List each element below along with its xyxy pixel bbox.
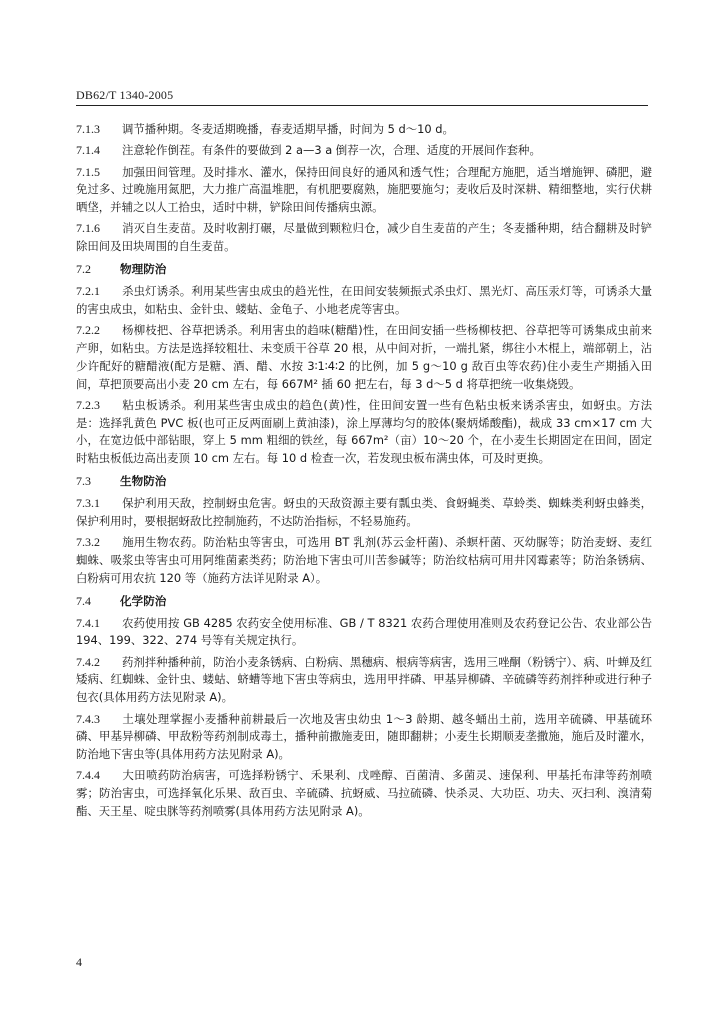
section-heading-text: 物理防治: [120, 262, 167, 277]
clause-number: 7.4.1: [76, 615, 100, 630]
clause-text: 消灭自生麦苗。及时收割打碾，尽量做到颗粒归仓，减少自生麦苗的产生；冬麦播种期，结合翻耕及时铲除田间及田块周围的自生麦苗。: [76, 221, 652, 254]
clause-number: 7.2: [76, 262, 91, 277]
clause-text: 调节播种期。冬麦适期晚播，春麦适期早播，时间为 5 d～10 d。: [122, 122, 454, 136]
clause-paragraph: [76, 397, 652, 468]
clause-number: 7.3: [76, 474, 91, 489]
document-body: [76, 121, 652, 824]
clause-number: 7.1.4: [76, 143, 100, 158]
clause-number: 7.1.6: [76, 221, 100, 236]
clause-text: 施用生物农药。防治粘虫等害虫，可选用 BT 乳剂(苏云金杆菌)、杀螟杆菌、灭幼脲等；防治麦蚜、麦红蜘蛛、吸浆虫等害虫可用阿维菌素类药；防治地下害虫可川苦参碱等；防治纹枯病可用井冈霉素等；防治条锈病、白粉病可用农抗 120 等（施药方法详见附录 A）。: [76, 535, 652, 585]
section-heading-text: 生物防治: [120, 474, 167, 489]
page-number: 4: [76, 955, 82, 969]
clause-paragraph: [76, 164, 652, 217]
clause-text: 土壤处理掌握小麦播种前耕最后一次地及害虫幼虫 1～3 龄期、越冬蛹出土前，选用辛硫磷、甲基硫环磷、甲基异柳磷、甲敌粉等药剂制成毒土，播种前撒施麦田，随即翻耕；小麦生长期顺麦垄撒施，施后及时灌水，防治地下害虫等(具体用药方法见附录 A)。: [76, 711, 652, 762]
clause-paragraph: [76, 220, 652, 256]
section-heading: [76, 472, 652, 490]
clause-paragraph: [76, 654, 652, 707]
clause-number: 7.2.1: [76, 284, 100, 299]
clause-number: 7.3.2: [76, 535, 100, 550]
clause-paragraph: [76, 495, 652, 531]
header-divider: [76, 105, 648, 106]
clause-paragraph: [76, 121, 652, 139]
clause-paragraph: [76, 142, 652, 160]
clause-text: 药剂拌种播种前，防治小麦条锈病、白粉病、黑穗病、根病等病害，选用三唑酮（粉锈宁）、病、叶蝉及红矮病、红蜘蛛、金针虫、蝼蛄、蛴螬等地下害虫等病虫，选用甲拌磷、甲基异柳磷、辛硫磷等药剂拌种或进行种子包衣(具体用药方法见附录 A)。: [76, 654, 652, 705]
clause-number: 7.3.1: [76, 496, 100, 511]
clause-number: 7.4.3: [76, 711, 100, 726]
clause-text: 粘虫板诱杀。利用某些害虫成虫的趋色(黄)性，住田间安置一些有色粘虫板来诱杀害虫，如蚜虫。方法是：选择乳黄色 PVC 板(也可正反两面刷上黄油漆)，涂上厚薄均匀的胶体(聚炳烯酸酯)，裁成 33 cm×17 cm 大小，在宽边低中部钻眼，穿上 5 mm 粗细的铁丝，每 667m²（亩）10～20 个，在小麦生长期固定在田间，固定时粘虫板低边高出麦顶 10 cm 左右。每 10 d 检查一次，若发现虫板布满虫体，可及时更换。: [76, 397, 652, 466]
clause-text: 注意轮作倒茬。有条件的要做到 2 a—3 a 倒荐一次，合理、适度的开展间作套种。: [122, 143, 541, 158]
clause-text: 杀虫灯诱杀。利用某些害虫成虫的趋光性，在田间安装频振式杀虫灯、黑光灯、高压汞灯等，可诱杀大量的害虫成虫，如粘虫、金针虫、蝼蛄、金龟子、小地老虎等害虫。: [76, 284, 652, 316]
clause-number: 7.4: [76, 593, 91, 608]
clause-number: 7.4.2: [76, 654, 100, 669]
section-heading-text: 化学防治: [120, 593, 167, 608]
clause-number: 7.1.5: [76, 164, 100, 179]
clause-text: 加强田间管理。及时排水、灌水，保持田间良好的通风和透气性；合理配方施肥，适当增施钾、磷肥，避免过多、过晚施用氮肥，大力推广高温堆肥，有机肥要腐熟，施肥要施匀；麦收后及时深耕、精细整地，实行伏耕晒垡，并辅之以人工拾虫，适时中耕，铲除田间传播病虫源。: [76, 164, 652, 215]
clause-text: 杨柳枝把、谷草把诱杀。利用害虫的趋味(糖醋)性，在田间安插一些杨柳枝把、谷草把等可诱集成虫前来产卵，如粘虫。方法是选择较粗壮、未变质干谷草 20 根，从中间对折，一端扎紧，绑往小木棍上，端部朝上，沾少许配好的糖醋液(配方是糖、酒、醋、水按 3∶1∶4∶2 的比例，加 5 g～10 g 敌百虫等农药)住小麦生产期插入田间，草把顶要高出小麦 20 cm 左右，每 667M² 插 60 把左右，每 3 d～5 d 将草把统一收集烧毁。: [76, 323, 652, 391]
document-code: DB62/T 1340-2005: [76, 88, 174, 102]
clause-paragraph: [76, 322, 652, 393]
clause-number: 7.2.3: [76, 397, 100, 412]
section-heading: [76, 260, 652, 278]
clause-text: 大田喷药防治病害，可选择粉锈宁、禾果利、戊唑醇、百菌清、多菌灵、速保利、甲基托布津等药剂喷雾；防治害虫，可选择氧化乐果、敌百虫、辛硫磷、抗蚜威、马拉硫磷、快杀灵、大功臣、功夫、灭扫利、溴清菊酯、天王星、啶虫脒等药剂喷雾(具体用药方法见附录 A)。: [76, 768, 652, 818]
section-heading: [76, 592, 652, 610]
clause-number: 7.2.2: [76, 323, 100, 338]
clause-text: 保护利用天敌，控制蚜虫危害。蚜虫的天敌资源主要有瓢虫类、食蚜蝇类、草蛉类、蜘蛛类利蚜虫蜂类，保护利用时，要根据蚜敌比控制施药，不达防治指标，不轻易施药。: [76, 496, 652, 528]
clause-paragraph: [76, 615, 652, 651]
clause-paragraph: [76, 283, 652, 319]
clause-paragraph: [76, 711, 652, 764]
clause-paragraph: [76, 767, 652, 820]
clause-number: 7.4.4: [76, 768, 100, 783]
clause-text: 农药使用按 GB 4285 农药安全使用标准、GB / T 8321 农药合理使用准则及农药登记公告、农业部公告 194、199、322、274 号等有关规定执行。: [76, 615, 652, 648]
clause-paragraph: [76, 534, 652, 587]
clause-number: 7.1.3: [76, 122, 100, 136]
